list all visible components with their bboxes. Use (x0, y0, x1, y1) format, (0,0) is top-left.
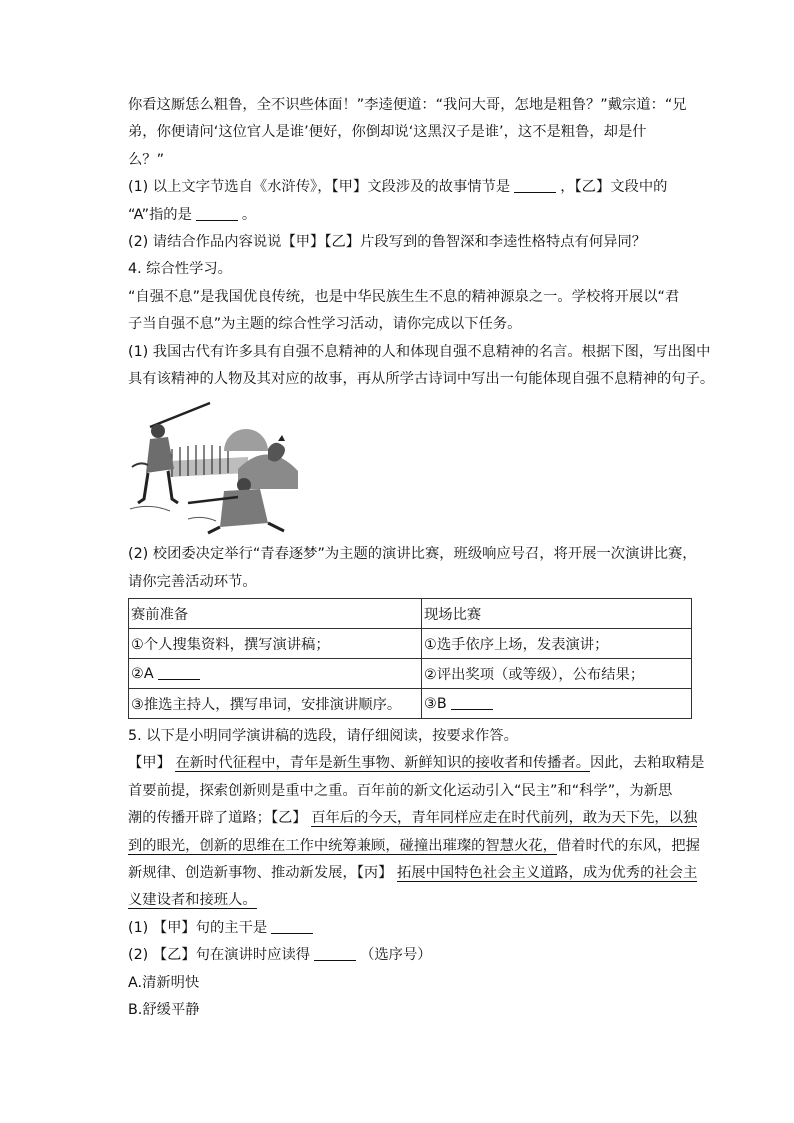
answer-blank[interactable] (196, 206, 238, 221)
q5-text: 因此，去粕取精是 (590, 755, 705, 772)
illustration-svg (128, 399, 300, 535)
table-row (129, 689, 692, 719)
answer-blank[interactable] (271, 919, 313, 934)
table-header: 赛前准备 (129, 599, 422, 629)
option-a: A.清新明快 (128, 974, 200, 991)
q3-sub1-text: (1) 以上文字节选自《水浒传》，【甲】文段涉及的故事情节是 (128, 179, 511, 196)
option-b: B.舒缓平静 (128, 1001, 200, 1018)
q4-heading: 4. 综合性学习。 (128, 261, 232, 278)
passage-line: 你看这厮恁么粗鲁，全不识些体面！”李逵便道：“我问大哥，怎地是粗鲁？”戴宗道：“兄 (128, 97, 687, 113)
activity-table (128, 598, 692, 719)
q5-passage (128, 860, 696, 887)
q5-underlined: 义建设者和接班人。 (128, 892, 257, 909)
q5-underlined: 百年后的今天，青年同样应走在时代前列，敢为天下先，以独 (311, 810, 698, 827)
q5-text: 新规律、创造新事物、推动新发展，【丙】 (128, 865, 393, 882)
q5-passage (128, 805, 696, 832)
q4-sub2: (2) 校团委决定举行“青春逐梦”为主题的演讲比赛，班级响应号召，将开展一次演讲比赛， (128, 546, 697, 563)
q4-intro: 子当自强不息”为主题的综合性学习活动，请你完成以下任务。 (128, 316, 522, 333)
table-cell (129, 659, 422, 689)
q4-sub1: (1) 我国古代有许多具有自强不息精神的人和体现自强不息精神的名言。根据下图，写出图中 (128, 343, 711, 360)
q5-passage: 首要前提，探索创新则是重中之重。百年前的新文化运动引入“民主”和“科学”，为新思 (128, 782, 673, 799)
table-cell: ①个人搜集资料，撰写演讲稿； (129, 629, 422, 659)
q5-sub2 (128, 942, 696, 969)
q3-sub1-text: 。 (241, 206, 257, 223)
table-header-row (129, 599, 692, 629)
q4-sub1: 具有该精神的人物及其对应的故事，再从所学古诗词中写出一句能体现自强不息精神的句子。 (128, 370, 715, 387)
q3-sub1-text: “A”指的是 (128, 206, 192, 223)
q5-passage (128, 887, 696, 914)
table-row (129, 629, 692, 659)
q3-sub1 (128, 174, 696, 201)
table-cell (422, 689, 692, 719)
table-cell-text: ②A (131, 666, 154, 683)
q3-sub2: (2) 请结合作品内容说说【甲】【乙】片段写到的鲁智深和李逵性格特点有何异同？ (128, 233, 647, 250)
q5-underlined: 到的眼光，创新的思维在工作中统筹兼顾，碰撞出璀璨的智慧火花， (128, 837, 557, 854)
q5-underlined: 拓展中国特色社会主义道路，成为优秀的社会主 (397, 865, 698, 882)
q5-passage (128, 750, 705, 777)
table-cell: ①选手依序上场，发表演讲； (422, 629, 692, 659)
q5-sub2-text: (2) 【乙】句在演讲时应读得 (128, 947, 311, 964)
q3-sub1-cont (128, 202, 696, 229)
q5-text: 借着时代的东风，把握 (556, 837, 700, 854)
table-cell: ②评出奖项（或等级），公布结果； (422, 659, 692, 689)
passage-line: 么？” (128, 151, 165, 168)
q5-sub2-text: （选序号） (360, 947, 432, 964)
q4-intro: “自强不息”是我国优良传统，也是中华民族生生不息的精神源泉之一。学校将开展以“君 (128, 288, 680, 305)
q5-heading: 5. 以下是小明同学演讲稿的选段，请仔细阅读，按要求作答。 (128, 728, 518, 745)
illustration-rising-at-cockcrow (128, 399, 300, 535)
table-header: 现场比赛 (422, 599, 692, 629)
q5-sub1-text: (1) 【甲】句的主干是 (128, 919, 268, 936)
table-cell-text: ③B (424, 696, 447, 713)
q5-tag: 【甲】 (128, 755, 171, 772)
document-page (128, 92, 715, 1024)
answer-blank[interactable] (158, 665, 200, 680)
q4-sub2: 请你完善活动环节。 (128, 573, 257, 590)
q5-passage (128, 833, 700, 860)
answer-blank[interactable] (514, 178, 556, 193)
q5-sub1 (128, 915, 696, 942)
answer-blank[interactable] (314, 946, 356, 961)
q3-sub1-text: ，【乙】文段中的 (560, 179, 668, 196)
answer-blank[interactable] (451, 695, 493, 710)
q5-text: 潮的传播开辟了道路；【乙】 (128, 810, 307, 827)
table-row (129, 659, 692, 689)
table-cell: ③推选主持人，撰写串词，安排演讲顺序。 (129, 689, 422, 719)
passage-line: 弟，你便请问‘这位官人是谁’便好，你倒却说‘这黑汉子是谁’，这不是粗鲁，却是什 (128, 124, 647, 141)
q5-underlined: 在新时代征程中，青年是新生事物、新鲜知识的接收者和传播者。 (175, 755, 591, 772)
